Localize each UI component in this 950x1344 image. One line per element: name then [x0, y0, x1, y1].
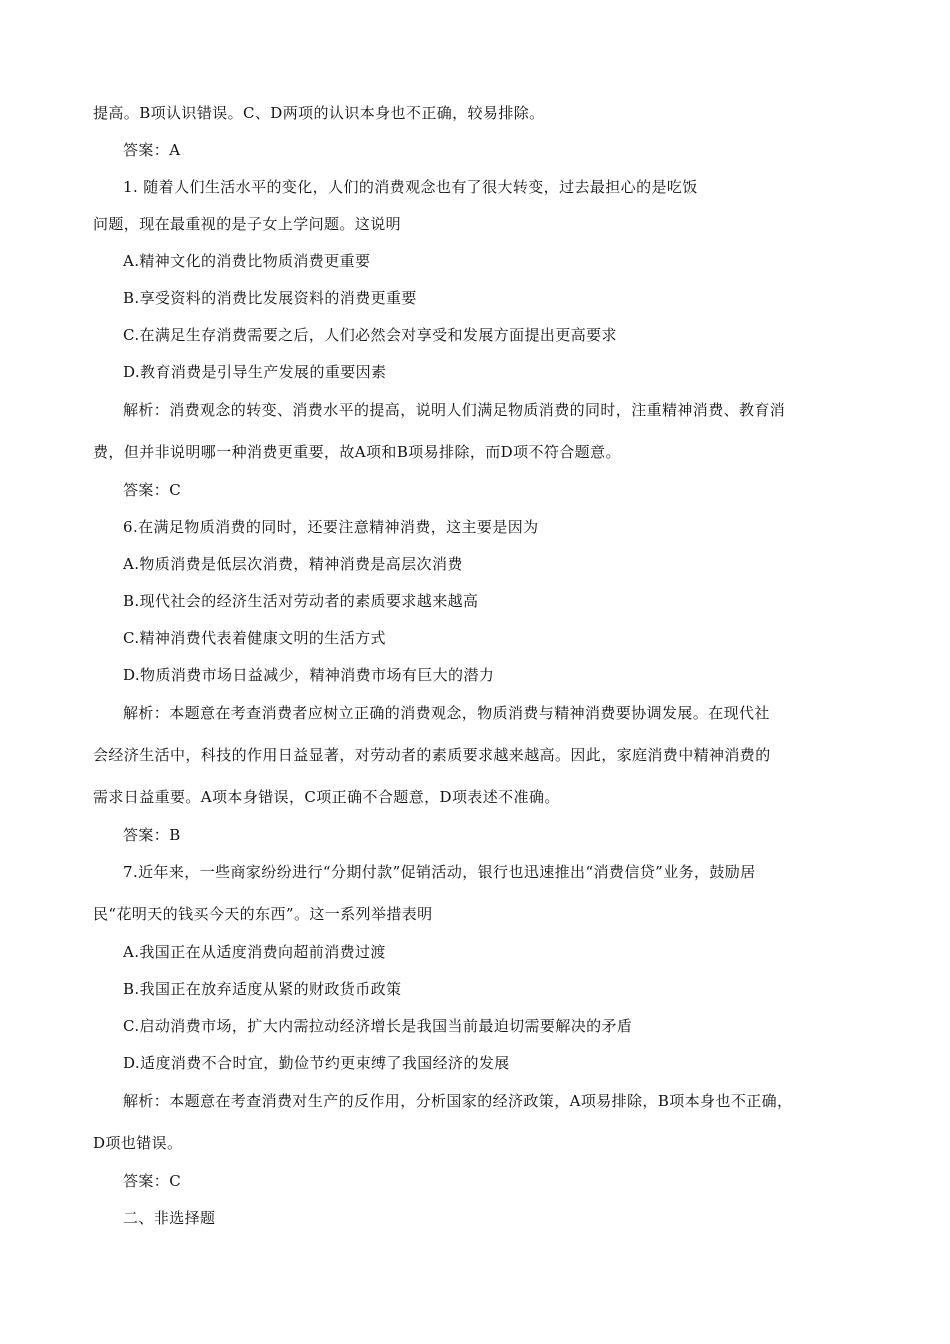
- section-heading: 二、非选择题: [123, 1209, 216, 1227]
- question-line: 6.在满足物质消费的同时，还要注意精神消费，这主要是因为: [123, 518, 539, 536]
- analysis-line: 解析：本题意在考查消费对生产的反作用，分析国家的经济政策，A项易排除，B项本身也不正确，: [123, 1092, 793, 1110]
- answer-line: 答案：B: [123, 826, 181, 844]
- option-line: B.我国正在放弃适度从紧的财政货币政策: [123, 980, 402, 998]
- option-line: A.我国正在从适度消费向超前消费过渡: [123, 943, 386, 961]
- option-line: B.享受资料的消费比发展资料的消费更重要: [123, 289, 417, 307]
- option-line: D.适度消费不合时宜，勤俭节约更束缚了我国经济的发展: [123, 1054, 510, 1072]
- analysis-line: 费，但并非说明哪一种消费更重要，故A项和B项易排除，而D项不符合题意。: [93, 443, 621, 461]
- answer-line: 答案：A: [123, 141, 181, 159]
- option-line: C.在满足生存消费需要之后，人们必然会对享受和发展方面提出更高要求: [123, 326, 617, 344]
- option-line: A.精神文化的消费比物质消费更重要: [123, 252, 371, 270]
- option-line: D.教育消费是引导生产发展的重要因素: [123, 363, 387, 381]
- answer-line: 答案：C: [123, 1172, 182, 1190]
- question-line: 7.近年来，一些商家纷纷进行“分期付款”促销活动，银行也迅速推出“消费信贷”业务，鼓励居: [123, 863, 756, 881]
- analysis-line: 解析：本题意在考查消费者应树立正确的消费观念，物质消费与精神消费要协调发展。在现代社: [123, 704, 770, 722]
- analysis-line: 解析：消费观念的转变、消费水平的提高，说明人们满足物质消费的同时，注重精神消费、教育消: [123, 401, 786, 419]
- option-line: B.现代社会的经济生活对劳动者的素质要求越来越高: [123, 592, 479, 610]
- text-line: 提高。B项认识错误。C、D两项的认识本身也不正确，较易排除。: [93, 104, 545, 122]
- question-line: 民“花明天的钱买今天的东西”。这一系列举措表明: [93, 905, 433, 923]
- option-line: A.物质消费是低层次消费，精神消费是高层次消费: [123, 555, 463, 573]
- question-line: 1. 随着人们生活水平的变化，人们的消费观念也有了很大转变，过去最担心的是吃饭: [123, 178, 698, 196]
- analysis-line: D项也错误。: [93, 1134, 183, 1152]
- answer-line: 答案：C: [123, 481, 182, 499]
- analysis-line: 会经济生活中，科技的作用日益显著，对劳动者的素质要求越来越高。因此，家庭消费中精神消费的: [93, 746, 771, 764]
- option-line: D.物质消费市场日益减少，精神消费市场有巨大的潜力: [123, 666, 495, 684]
- question-line: 问题，现在最重视的是子女上学问题。这说明: [93, 215, 402, 233]
- analysis-line: 需求日益重要。A项本身错误，C项正确不合题意，D项表述不准确。: [93, 788, 560, 806]
- option-line: C.精神消费代表着健康文明的生活方式: [123, 629, 386, 647]
- option-line: C.启动消费市场，扩大内需拉动经济增长是我国当前最迫切需要解决的矛盾: [123, 1017, 633, 1035]
